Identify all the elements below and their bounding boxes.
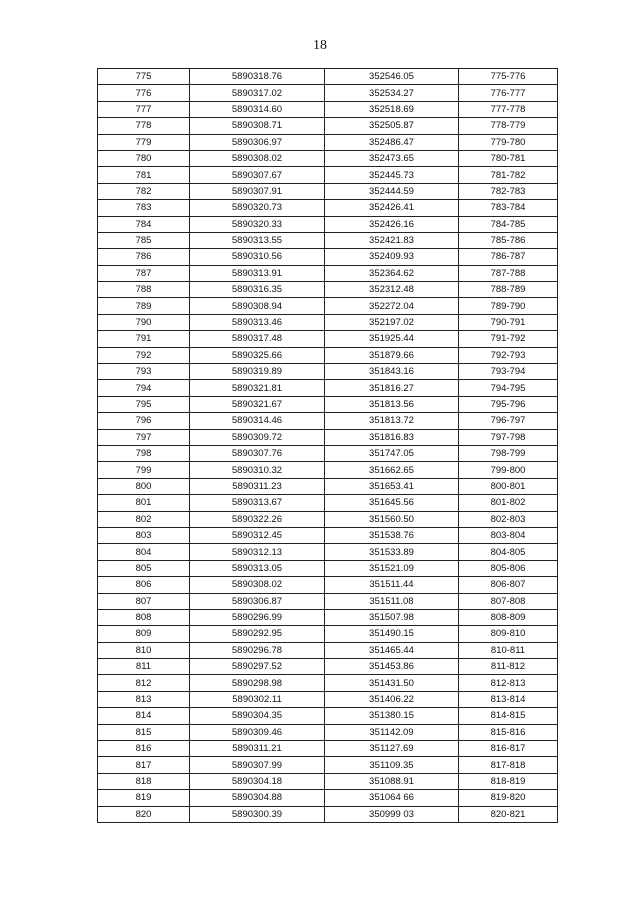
table-row: [98, 495, 558, 511]
point-number-cell: 795: [98, 396, 190, 412]
y-coordinate-cell: 351507.98: [325, 609, 459, 625]
point-number-cell: 801: [98, 495, 190, 511]
y-coordinate-cell: 352197.02: [325, 314, 459, 330]
y-coordinate-cell: 352486.47: [325, 134, 459, 150]
x-coordinate-cell: 5890313.05: [190, 560, 325, 576]
point-number-cell: 819: [98, 790, 190, 806]
y-coordinate-cell: 351653.41: [325, 478, 459, 494]
segment-cell: 809-810: [459, 626, 558, 642]
x-coordinate-cell: 5890307.76: [190, 445, 325, 461]
segment-cell: 820-821: [459, 806, 558, 822]
x-coordinate-cell: 5890307.91: [190, 183, 325, 199]
x-coordinate-cell: 5890312.45: [190, 527, 325, 543]
point-number-cell: 777: [98, 101, 190, 117]
point-number-cell: 814: [98, 708, 190, 724]
x-coordinate-cell: 5890297.52: [190, 659, 325, 675]
segment-cell: 782-783: [459, 183, 558, 199]
table-row: [98, 429, 558, 445]
y-coordinate-cell: 352409.93: [325, 249, 459, 265]
table-row: [98, 331, 558, 347]
y-coordinate-cell: 351645.56: [325, 495, 459, 511]
segment-cell: 800-801: [459, 478, 558, 494]
x-coordinate-cell: 5890296.78: [190, 642, 325, 658]
table-row: [98, 642, 558, 658]
y-coordinate-cell: 351747.05: [325, 445, 459, 461]
point-number-cell: 784: [98, 216, 190, 232]
point-number-cell: 775: [98, 69, 190, 85]
y-coordinate-cell: 351511.08: [325, 593, 459, 609]
x-coordinate-cell: 5890313.91: [190, 265, 325, 281]
x-coordinate-cell: 5890321.67: [190, 396, 325, 412]
point-number-cell: 780: [98, 150, 190, 166]
x-coordinate-cell: 5890311.21: [190, 741, 325, 757]
point-number-cell: 812: [98, 675, 190, 691]
table-row: [98, 69, 558, 85]
y-coordinate-cell: 351533.89: [325, 544, 459, 560]
table-row: [98, 724, 558, 740]
x-coordinate-cell: 5890300.39: [190, 806, 325, 822]
y-coordinate-cell: 352444.59: [325, 183, 459, 199]
table-row: [98, 741, 558, 757]
table-row: [98, 544, 558, 560]
y-coordinate-cell: 351538.76: [325, 527, 459, 543]
segment-cell: 777-778: [459, 101, 558, 117]
segment-cell: 818-819: [459, 773, 558, 789]
segment-cell: 819-820: [459, 790, 558, 806]
point-number-cell: 787: [98, 265, 190, 281]
x-coordinate-cell: 5890310.56: [190, 249, 325, 265]
point-number-cell: 805: [98, 560, 190, 576]
y-coordinate-cell: 351813.72: [325, 413, 459, 429]
y-coordinate-cell: 352546.05: [325, 69, 459, 85]
y-coordinate-cell: 351064 66: [325, 790, 459, 806]
x-coordinate-cell: 5890317.48: [190, 331, 325, 347]
y-coordinate-cell: 352426.41: [325, 200, 459, 216]
x-coordinate-cell: 5890307.99: [190, 757, 325, 773]
x-coordinate-cell: 5890292.95: [190, 626, 325, 642]
x-coordinate-cell: 5890298.98: [190, 675, 325, 691]
table-row: [98, 380, 558, 396]
segment-cell: 781-782: [459, 167, 558, 183]
point-number-cell: 808: [98, 609, 190, 625]
segment-cell: 778-779: [459, 118, 558, 134]
x-coordinate-cell: 5890306.87: [190, 593, 325, 609]
x-coordinate-cell: 5890316.35: [190, 282, 325, 298]
table-row: [98, 527, 558, 543]
x-coordinate-cell: 5890309.46: [190, 724, 325, 740]
x-coordinate-cell: 5890308.02: [190, 577, 325, 593]
x-coordinate-cell: 5890312.13: [190, 544, 325, 560]
segment-cell: 787-788: [459, 265, 558, 281]
segment-cell: 789-790: [459, 298, 558, 314]
table-row: [98, 216, 558, 232]
table-row: [98, 511, 558, 527]
segment-cell: 803-804: [459, 527, 558, 543]
point-number-cell: 790: [98, 314, 190, 330]
x-coordinate-cell: 5890320.33: [190, 216, 325, 232]
y-coordinate-cell: 352272.04: [325, 298, 459, 314]
table-row: [98, 150, 558, 166]
point-number-cell: 785: [98, 232, 190, 248]
segment-cell: 779-780: [459, 134, 558, 150]
x-coordinate-cell: 5890304.35: [190, 708, 325, 724]
y-coordinate-cell: 351406.22: [325, 691, 459, 707]
x-coordinate-cell: 5890296.99: [190, 609, 325, 625]
y-coordinate-cell: 351521.09: [325, 560, 459, 576]
table-row: [98, 265, 558, 281]
table-row: [98, 659, 558, 675]
point-number-cell: 806: [98, 577, 190, 593]
table-row: [98, 85, 558, 101]
point-number-cell: 786: [98, 249, 190, 265]
point-number-cell: 794: [98, 380, 190, 396]
y-coordinate-cell: 351142.09: [325, 724, 459, 740]
x-coordinate-cell: 5890317.02: [190, 85, 325, 101]
point-number-cell: 802: [98, 511, 190, 527]
table-row: [98, 396, 558, 412]
table-row: [98, 101, 558, 117]
y-coordinate-cell: 352445.73: [325, 167, 459, 183]
y-coordinate-cell: 351843.16: [325, 364, 459, 380]
x-coordinate-cell: 5890308.94: [190, 298, 325, 314]
table-row: [98, 806, 558, 822]
table-row: [98, 675, 558, 691]
segment-cell: 807-808: [459, 593, 558, 609]
point-number-cell: 809: [98, 626, 190, 642]
point-number-cell: 803: [98, 527, 190, 543]
x-coordinate-cell: 5890304.88: [190, 790, 325, 806]
y-coordinate-cell: 352421.83: [325, 232, 459, 248]
point-number-cell: 797: [98, 429, 190, 445]
point-number-cell: 789: [98, 298, 190, 314]
point-number-cell: 782: [98, 183, 190, 199]
coordinates-table: [97, 68, 558, 823]
table-row: [98, 691, 558, 707]
table-row: [98, 790, 558, 806]
y-coordinate-cell: 351109.35: [325, 757, 459, 773]
point-number-cell: 792: [98, 347, 190, 363]
point-number-cell: 816: [98, 741, 190, 757]
table-row: [98, 134, 558, 150]
table-row: [98, 298, 558, 314]
point-number-cell: 804: [98, 544, 190, 560]
table-row: [98, 364, 558, 380]
segment-cell: 796-797: [459, 413, 558, 429]
point-number-cell: 781: [98, 167, 190, 183]
x-coordinate-cell: 5890313.67: [190, 495, 325, 511]
point-number-cell: 807: [98, 593, 190, 609]
x-coordinate-cell: 5890308.02: [190, 150, 325, 166]
table-row: [98, 445, 558, 461]
segment-cell: 788-789: [459, 282, 558, 298]
x-coordinate-cell: 5890306.97: [190, 134, 325, 150]
y-coordinate-cell: 351560.50: [325, 511, 459, 527]
y-coordinate-cell: 351490.15: [325, 626, 459, 642]
table-row: [98, 413, 558, 429]
table-row: [98, 200, 558, 216]
x-coordinate-cell: 5890318.76: [190, 69, 325, 85]
segment-cell: 810-811: [459, 642, 558, 658]
x-coordinate-cell: 5890322.26: [190, 511, 325, 527]
y-coordinate-cell: 351453.86: [325, 659, 459, 675]
x-coordinate-cell: 5890325.66: [190, 347, 325, 363]
point-number-cell: 788: [98, 282, 190, 298]
point-number-cell: 817: [98, 757, 190, 773]
y-coordinate-cell: 350999 03: [325, 806, 459, 822]
segment-cell: 783-784: [459, 200, 558, 216]
y-coordinate-cell: 351380.15: [325, 708, 459, 724]
segment-cell: 794-795: [459, 380, 558, 396]
table-row: [98, 462, 558, 478]
point-number-cell: 776: [98, 85, 190, 101]
y-coordinate-cell: 351816.83: [325, 429, 459, 445]
y-coordinate-cell: 351925.44: [325, 331, 459, 347]
point-number-cell: 778: [98, 118, 190, 134]
segment-cell: 798-799: [459, 445, 558, 461]
y-coordinate-cell: 352364.62: [325, 265, 459, 281]
table-row: [98, 478, 558, 494]
point-number-cell: 813: [98, 691, 190, 707]
x-coordinate-cell: 5890314.60: [190, 101, 325, 117]
table-row: [98, 577, 558, 593]
table-row: [98, 314, 558, 330]
segment-cell: 802-803: [459, 511, 558, 527]
x-coordinate-cell: 5890302.11: [190, 691, 325, 707]
point-number-cell: 779: [98, 134, 190, 150]
x-coordinate-cell: 5890311.23: [190, 478, 325, 494]
page-number: 18: [313, 38, 327, 53]
y-coordinate-cell: 351511.44: [325, 577, 459, 593]
point-number-cell: 783: [98, 200, 190, 216]
table-row: [98, 183, 558, 199]
x-coordinate-cell: 5890319.89: [190, 364, 325, 380]
segment-cell: 808-809: [459, 609, 558, 625]
point-number-cell: 800: [98, 478, 190, 494]
segment-cell: 801-802: [459, 495, 558, 511]
y-coordinate-cell: 352518.69: [325, 101, 459, 117]
y-coordinate-cell: 352312.48: [325, 282, 459, 298]
point-number-cell: 820: [98, 806, 190, 822]
point-number-cell: 799: [98, 462, 190, 478]
y-coordinate-cell: 352505.87: [325, 118, 459, 134]
y-coordinate-cell: 351662.65: [325, 462, 459, 478]
segment-cell: 784-785: [459, 216, 558, 232]
segment-cell: 816-817: [459, 741, 558, 757]
segment-cell: 785-786: [459, 232, 558, 248]
segment-cell: 812-813: [459, 675, 558, 691]
table-row: [98, 167, 558, 183]
x-coordinate-cell: 5890313.46: [190, 314, 325, 330]
point-number-cell: 796: [98, 413, 190, 429]
y-coordinate-cell: 352534.27: [325, 85, 459, 101]
y-coordinate-cell: 351088.91: [325, 773, 459, 789]
point-number-cell: 818: [98, 773, 190, 789]
segment-cell: 792-793: [459, 347, 558, 363]
segment-cell: 776-777: [459, 85, 558, 101]
x-coordinate-cell: 5890321.81: [190, 380, 325, 396]
segment-cell: 786-787: [459, 249, 558, 265]
y-coordinate-cell: 351465.44: [325, 642, 459, 658]
segment-cell: 811-812: [459, 659, 558, 675]
segment-cell: 817-818: [459, 757, 558, 773]
point-number-cell: 793: [98, 364, 190, 380]
coordinates-table-body: [98, 69, 558, 823]
segment-cell: 795-796: [459, 396, 558, 412]
point-number-cell: 810: [98, 642, 190, 658]
x-coordinate-cell: 5890309.72: [190, 429, 325, 445]
table-row: [98, 118, 558, 134]
y-coordinate-cell: 351879.66: [325, 347, 459, 363]
segment-cell: 791-792: [459, 331, 558, 347]
y-coordinate-cell: 352426.16: [325, 216, 459, 232]
table-row: [98, 282, 558, 298]
segment-cell: 813-814: [459, 691, 558, 707]
segment-cell: 797-798: [459, 429, 558, 445]
point-number-cell: 811: [98, 659, 190, 675]
segment-cell: 815-816: [459, 724, 558, 740]
y-coordinate-cell: 351816.27: [325, 380, 459, 396]
x-coordinate-cell: 5890310.32: [190, 462, 325, 478]
segment-cell: 804-805: [459, 544, 558, 560]
x-coordinate-cell: 5890307.67: [190, 167, 325, 183]
point-number-cell: 791: [98, 331, 190, 347]
y-coordinate-cell: 351127.69: [325, 741, 459, 757]
segment-cell: 806-807: [459, 577, 558, 593]
table-row: [98, 249, 558, 265]
segment-cell: 790-791: [459, 314, 558, 330]
segment-cell: 814-815: [459, 708, 558, 724]
x-coordinate-cell: 5890314.46: [190, 413, 325, 429]
segment-cell: 793-794: [459, 364, 558, 380]
segment-cell: 805-806: [459, 560, 558, 576]
table-row: [98, 232, 558, 248]
y-coordinate-cell: 351431.50: [325, 675, 459, 691]
table-row: [98, 757, 558, 773]
y-coordinate-cell: 351813.56: [325, 396, 459, 412]
table-row: [98, 593, 558, 609]
x-coordinate-cell: 5890313.55: [190, 232, 325, 248]
segment-cell: 775-776: [459, 69, 558, 85]
table-row: [98, 560, 558, 576]
table-row: [98, 347, 558, 363]
x-coordinate-cell: 5890320.73: [190, 200, 325, 216]
table-row: [98, 626, 558, 642]
segment-cell: 799-800: [459, 462, 558, 478]
point-number-cell: 798: [98, 445, 190, 461]
point-number-cell: 815: [98, 724, 190, 740]
x-coordinate-cell: 5890304.18: [190, 773, 325, 789]
table-row: [98, 609, 558, 625]
table-row: [98, 708, 558, 724]
y-coordinate-cell: 352473.65: [325, 150, 459, 166]
table-row: [98, 773, 558, 789]
segment-cell: 780-781: [459, 150, 558, 166]
x-coordinate-cell: 5890308.71: [190, 118, 325, 134]
